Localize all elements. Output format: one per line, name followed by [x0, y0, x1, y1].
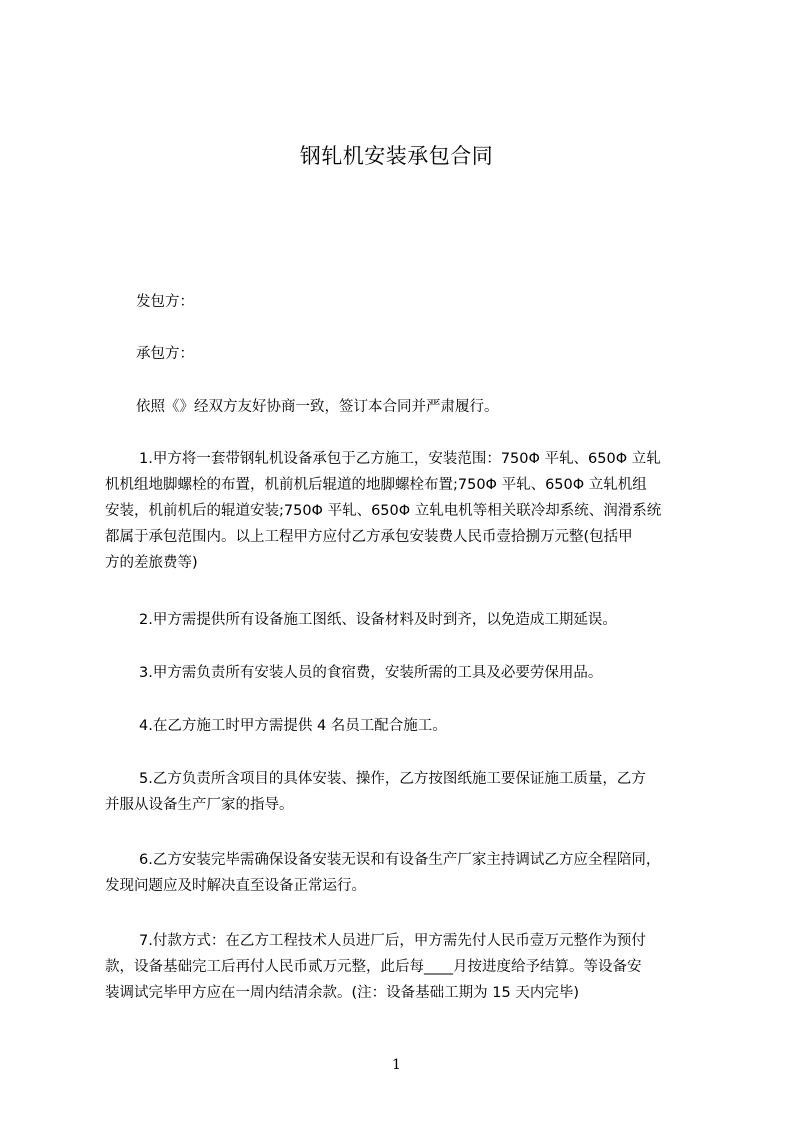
clause-3: 3.甲方需负责所有安装人员的食宿费，安装所需的工具及必要劳保用品。 — [139, 665, 603, 681]
clause-5 — [105, 766, 701, 818]
clause-6-line: 6.乙方安装完毕需确保设备安装无误和有设备生产厂家主持调试乙方应全程陪同， — [139, 852, 661, 868]
clause-6-line: 发现问题应及时解决直至设备正常运行。 — [105, 878, 366, 894]
page-number: 1 — [392, 1057, 401, 1073]
party-b-label: 承包方： — [136, 346, 194, 362]
clause-7-line: 装调试完毕甲方应在一周内结清余款。(注：设备基础工期为 15 天内完毕) — [105, 985, 579, 1001]
clause-7-line: 款，设备基础完工后再付人民币贰万元整，此后每____月按进度给予结算。等设备安 — [105, 959, 642, 975]
clause-1-line: 方的差旅费等) — [105, 555, 198, 571]
clause-1-line: 都属于承包范围内。以上工程甲方应付乙方承包安装费人民币壹拾捌万元整(包括甲 — [105, 529, 633, 545]
clause-1-line: 安装，机前机后的辊道安装;750Φ 平轧、650Φ 立轧电机等相关联冷却系统、润滑系统 — [105, 503, 662, 519]
clause-1-line: 1.甲方将一套带钢轧机设备承包于乙方施工，安装范围：750Φ 平轧、650Φ 立轧 — [139, 451, 661, 467]
clause-7 — [105, 928, 701, 1006]
clause-7-line: 7.付款方式：在乙方工程技术人员进厂后，甲方需先付人民币壹万元整作为预付 — [139, 933, 646, 949]
clause-4: 4.在乙方施工时甲方需提供 4 名员工配合施工。 — [139, 718, 447, 734]
clause-1 — [105, 446, 701, 576]
contract-title: 钢轧机安装承包合同 — [299, 144, 494, 168]
party-a-label: 发包方： — [136, 294, 194, 310]
clause-5-line: 5.乙方负责所含项目的具体安装、操作，乙方按图纸施工要保证施工质量，乙方 — [139, 771, 646, 787]
clause-1-line: 机机组地脚螺栓的布置，机前机后辊道的地脚螺栓布置;750Φ 平轧、650Φ 立轧机组 — [105, 477, 647, 493]
clause-6 — [105, 847, 701, 899]
clause-5-line: 并服从设备生产厂家的指导。 — [105, 797, 294, 813]
clause-2: 2.甲方需提供所有设备施工图纸、设备材料及时到齐，以免造成工期延误。 — [139, 612, 617, 628]
intro-paragraph: 依照《》经双方友好协商一致，签订本合同并严肃履行。 — [136, 399, 499, 415]
